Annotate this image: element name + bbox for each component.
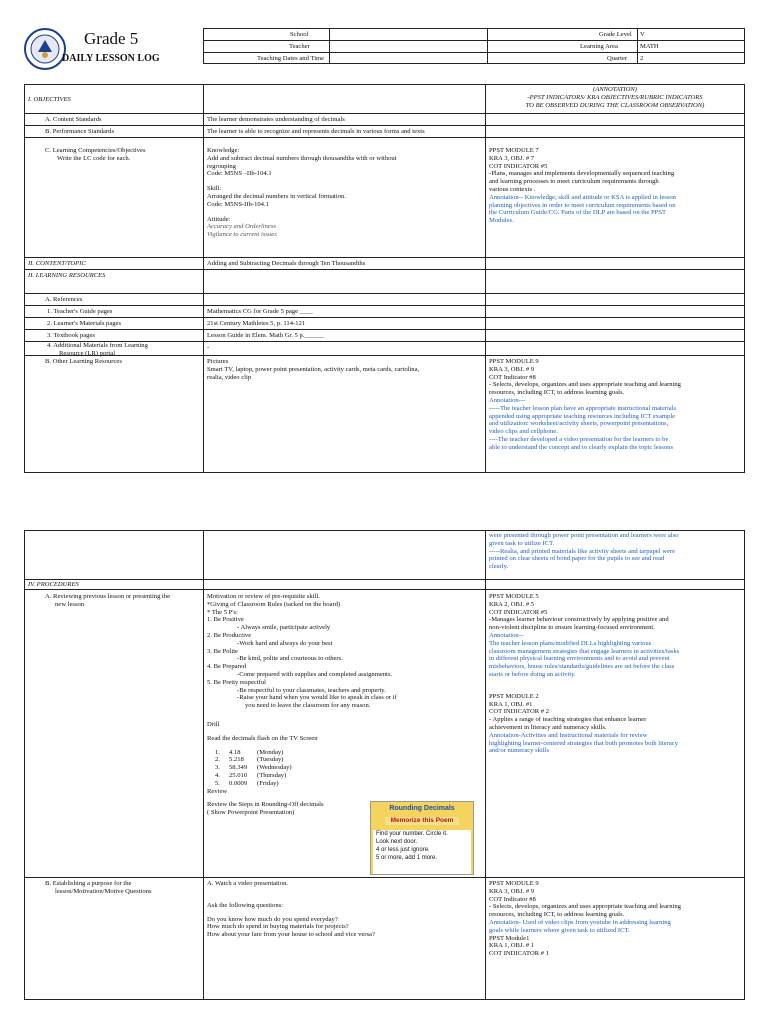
review-lesson-annotation: PPST MODULE 5 KRA 2, OBJ. # 5 COT INDICATOR #5 -Manages learner behaviour constructively by applying positive and non-violent discipline to ensure learning-focused environment. Annotation-- The teacher lesson plans/modified DLLs highlighting various classroom management strategies that engage learners in activities/tasks in different physical learning environments and to avoid and prevent misbehaviors, house rules/standards/guidelines are set before the class starts or before doing an activity. PPST MODULE 2 KRA 1, OBJ. #1 COT INDICATOR # 2 - Applies a range of teaching strategies that enhance learner achievement in literacy and numeracy skills. Annotation-Activities and Instructional materials for review highlighting learner-centered strategies that both promotes both literacy and/or numeracy skills bbox=[489, 593, 680, 755]
learning-area-label: Learning Area bbox=[580, 43, 618, 50]
header-table bbox=[203, 28, 745, 64]
other-resources-value: Pictures Smart TV, laptop, power point presentation, activity cards, meta cards, cartolina, realia, video clip bbox=[207, 358, 420, 381]
learning-resources-heading: II. LEARNING RESOURCES bbox=[28, 272, 106, 279]
additional-materials-value: - bbox=[207, 344, 210, 351]
purpose-content: A. Watch a video presentation. Ask the following questions: Do you know how much do you spend everyday? How much do spend in buying materials for projects? How about your fare from your house to school and vice versa? bbox=[207, 880, 375, 939]
performance-standards-label: B. Performance Standards bbox=[45, 128, 115, 135]
learning-area-value: MATH bbox=[640, 43, 659, 50]
textbook-label: 3. Textbook pages bbox=[47, 332, 95, 339]
content-topic-heading: II. CONTENT/TOPIC bbox=[28, 260, 86, 267]
poster-poem: Find your number. Circle it. Look next door. 4 or less just ignore. 5 or more, add 1 more. bbox=[373, 830, 471, 874]
learning-competencies-value: Knowledge: Add and subtract decimal numbers through thousandths with or without regrouping Code: M5NS –IIb-104.1 Skill: Arranged the decimal numbers in vertical formation. Code: M5NS-IIb-104.1 Attitude: Accuracy and Orderliness Vigilance to current issues bbox=[207, 147, 397, 239]
other-resources-label: B. Other Learning Resources bbox=[45, 358, 122, 365]
grade-level-label: Grade Level bbox=[599, 31, 632, 38]
purpose-annotation: PPST MODULE 9 KRA 3, OBJ. # 9 COT Indicator #8 - Selects, develops, organizes and uses appropriate teaching and learning resources, including ICT, to address learning goals. Annotation- Used of video clips from youtube in addressing learning goals while learners where given task to utilized ICT. PPST Module1 KRA 1, OBJ. # 1 COT INDICATOR # 1 bbox=[489, 880, 681, 958]
dates-label: Teaching Dates and Time bbox=[257, 55, 325, 62]
rounding-decimals-poster bbox=[370, 801, 474, 875]
poster-subtitle: Memorize this Poem bbox=[385, 817, 459, 825]
objectives-heading: I. OBJECTIVES bbox=[28, 96, 71, 103]
references-label: A. References bbox=[45, 296, 83, 303]
learning-competencies-label: C. Learning Competencies/Objectives Write the LC code for each. bbox=[45, 147, 146, 162]
teachers-guide-value: Mathematics CG for Grade 5 page ____ bbox=[207, 308, 313, 315]
review-lesson-content: Motivation or review of pre-requisite skill. *Giving of Classroom Rules (tacked on the board) * The 5 P's: 1. Be Positive - Always smile, participate actively 2. Be Productive -Work hard and always do your best 3. Be Polite -Be kind, polite and courteous to others. 4. Be Prepared -Come prepared with supplies and completed assignments. 5. Be Pretty respectful -Be respectful to your classmates, teachers and property. -Raise your hand when you would like to speak in class or if you need to leave the classroom for any reason. Drill Read the decimals flash on the TV Screen 1. 4.18 (Monday) 2. 5.218 (Tuesday) 3. 58.349 (Wednesday) 4. 25.010 (Thursday) 5. 0.0009 (Friday) Review Review the Steps in Rounding-Off decimals ( Show Powerpoint Presentation) bbox=[207, 593, 397, 817]
procedures-heading: IV. PROCEDURES bbox=[28, 581, 79, 588]
daily-lesson-log-title: DAILY LESSON LOG bbox=[62, 53, 160, 64]
lesson-table-page1 bbox=[24, 84, 745, 473]
lesson-table-page2 bbox=[24, 530, 745, 1000]
poster-title: Rounding Decimals bbox=[389, 805, 455, 812]
content-topic-value: Adding and Subtracting Decimals through Ten Thousandths bbox=[207, 260, 366, 267]
content-standards-label: A. Content Standards bbox=[45, 116, 102, 123]
purpose-label: B. Establishing a purpose for the lesson/Motivation/Motive Questions bbox=[45, 880, 152, 895]
quarter-value: 2 bbox=[640, 55, 644, 62]
deped-seal-logo bbox=[24, 28, 66, 70]
content-standards-value: The learner demonstrates understanding of decimals bbox=[207, 116, 345, 123]
school-label: School bbox=[290, 31, 309, 38]
other-resources-annotation: PPST MODULE 9 KRA 3, OBJ. # 9 COT Indicator #8 - Selects, develops, organizes and uses appropriate teaching and learning resources, including ICT, to address learning goals. Annotation--- -----The teacher lesson plan have an appropriate instructional materials appended using appropriate teaching resources including ICT example and utilization: worksheet/activity sheets, powerpoint presentations, video clips and cellphone. ----The teacher developed a video presentation for the learners to be able to understand the concept and to clearly explain the topic lessons bbox=[489, 358, 681, 451]
teacher-label: Teacher bbox=[289, 43, 310, 50]
grade-title: Grade 5 bbox=[84, 29, 139, 48]
textbook-value: Lesson Guide in Elem. Math Gr. 5 p.______ bbox=[207, 332, 325, 339]
annotation-header: (ANNOTATION) -PPST INDICATORS/ KRA OBJECTIVES/RUBRIC INDICATORS TO BE OBSERVED DURING THE CLASSROOM OBSERVATION) bbox=[525, 86, 705, 109]
teachers-guide-label: 1. Teacher's Guide pages bbox=[47, 308, 113, 315]
continued-annotation: were presented through power point presentation and learners were also given task to utilize ICT. -----Realia, and printed materials like activity sheets and tarpapel were printed on clear sheets of bond paper for the pupils to see and read clearly. bbox=[489, 532, 679, 571]
competencies-annotation: PPST MODULE 7 KRA 3, OBJ. # 7 COT INDICATOR #5 -Plans, manages and implements developmentally sequenced teaching and learning processes to meet curriculum requirements through various contexts . Annotation-- Knowledge, skill and attitude or KSA is applied in lesson planning objectives in order to meet curriculum requirements based on the Curriculum Guide/CG. Parts of the DLP are based on the PPST Modules. bbox=[489, 147, 676, 225]
quarter-label: Quarter bbox=[607, 55, 628, 62]
learners-materials-value: 21st Century Mathletes 5, p. 114-121 bbox=[207, 320, 306, 327]
additional-materials-label: 4. Additional Materials from Learning Resource (LR) portal bbox=[47, 342, 148, 357]
grade-level-value: V bbox=[640, 31, 645, 38]
review-lesson-label: A. Reviewing previous lesson or presenting the new lesson bbox=[45, 593, 171, 608]
learners-materials-label: 2. Learner's Materials pages bbox=[47, 320, 122, 327]
performance-standards-value: The learner is able to recognize and represents decimals in various forms and texts bbox=[207, 128, 425, 135]
